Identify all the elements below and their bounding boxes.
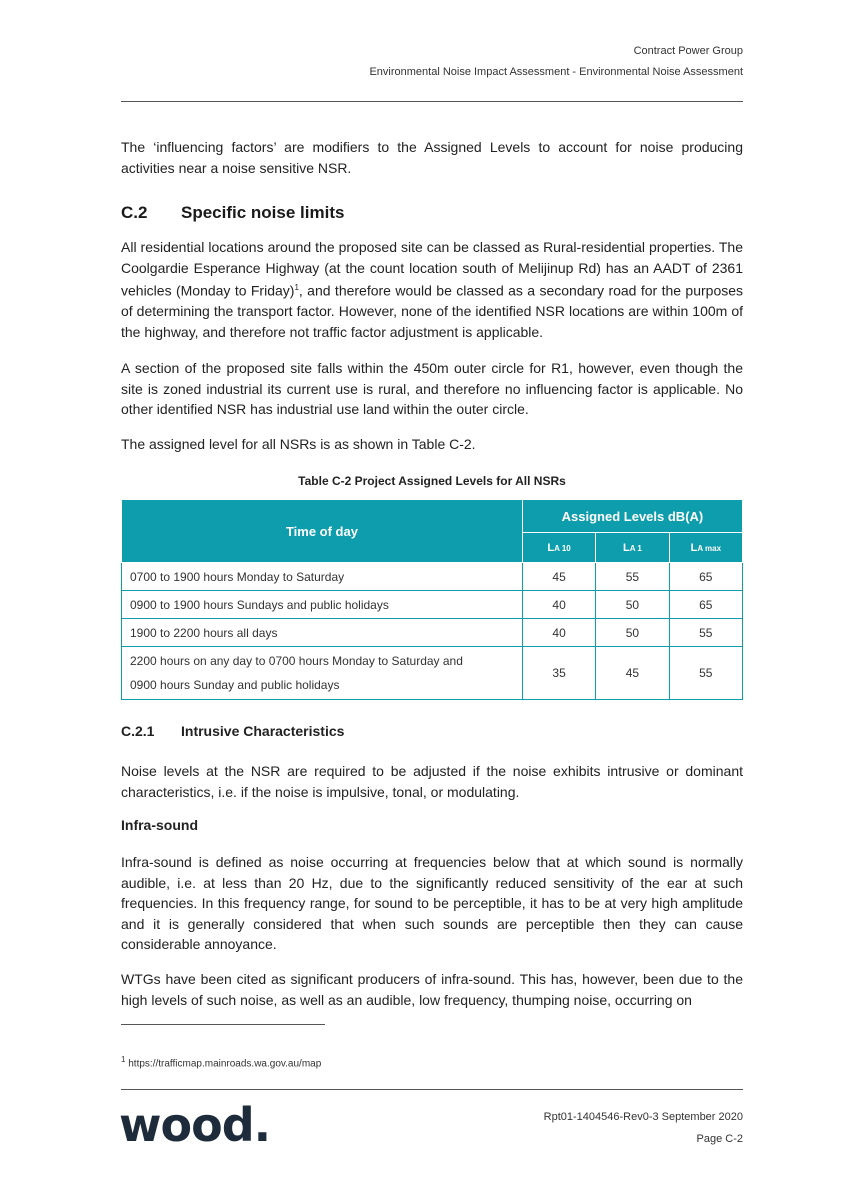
col-header-assigned-levels: Assigned Levels dB(A) bbox=[522, 500, 742, 533]
col-header-la1 bbox=[596, 533, 669, 563]
section-title: Specific noise limits bbox=[181, 203, 345, 222]
lamax-sub: A max bbox=[697, 543, 722, 553]
row-time: 0900 to 1900 hours Sundays and public holidays bbox=[122, 591, 523, 619]
section-heading bbox=[121, 203, 344, 223]
row-lamax: 65 bbox=[669, 563, 742, 591]
section-paragraph-3: The assigned level for all NSRs is as shown in Table C-2. bbox=[121, 436, 476, 452]
section-paragraph-1 bbox=[121, 237, 743, 342]
section-paragraph-1-text-a: All residential locations around the proposed site can be classed as Rural-residential properties. The Coolgardie Esperance Highway (at the count location south of Melijinup Rd) has an AADT of 2361 vehicles (Monday to Friday) bbox=[121, 239, 743, 299]
header-report-title: Environmental Noise Impact Assessment - Environmental Noise Assessment bbox=[369, 66, 743, 78]
subsection-title: Intrusive Characteristics bbox=[181, 723, 345, 739]
logo-dot: . bbox=[253, 1098, 271, 1152]
footnote-rule bbox=[121, 1024, 325, 1025]
row-lamax: 55 bbox=[669, 619, 742, 647]
la10-main: L bbox=[547, 541, 555, 554]
lamax-main: L bbox=[690, 541, 698, 554]
row-time-line-1: 2200 hours on any day to 0700 hours Monday to Saturday and bbox=[130, 654, 463, 668]
subsection-paragraph-3: WTGs have been cited as significant producers of infra-sound. This has, however, been due to the high levels of such noise, as well as an audible, low frequency, thumping noise, occurring on bbox=[121, 971, 743, 1008]
footer-rule bbox=[121, 1089, 743, 1090]
table-row bbox=[122, 647, 743, 700]
intro-paragraph: The ‘influencing factors’ are modifiers to the Assigned Levels to account for noise producing activities near a noise sensitive NSR. bbox=[121, 139, 743, 176]
subsection-heading bbox=[121, 723, 344, 739]
la10-sub: A 10 bbox=[554, 543, 571, 553]
table-row bbox=[122, 563, 743, 591]
row-la1: 50 bbox=[596, 591, 669, 619]
section-paragraph-1-text-b: , and therefore would be classed as a secondary road for the purposes of determining the transport factor. However, none of the identified NSR locations are within 100m of the highway, and therefore not traffic factor adjustment is applicable. bbox=[121, 282, 744, 340]
header-company: Contract Power Group bbox=[633, 45, 743, 57]
subsection-paragraph-2: Infra-sound is defined as noise occurring at frequencies below that at which sound is normally audible, i.e. at less than 20 Hz, due to the significantly reduced sensitivity of the ear at such frequencies. In this frequency range, for sound to be perceptible, it has to be at very high amplitude and it is generally considered that when such sounds are perceptible then they can cause considerable annoyance. bbox=[121, 854, 743, 952]
logo-text: wood bbox=[119, 1098, 254, 1152]
row-la1: 45 bbox=[596, 647, 669, 700]
infra-sound-heading: Infra-sound bbox=[121, 817, 198, 833]
subsection-number: C.2.1 bbox=[121, 723, 155, 739]
row-la10: 40 bbox=[522, 619, 595, 647]
row-time-line-2: 0900 hours Sunday and public holidays bbox=[130, 678, 340, 692]
col-header-la10 bbox=[522, 533, 595, 563]
table-row bbox=[122, 619, 743, 647]
table-caption: Table C-2 Project Assigned Levels for All NSRs bbox=[298, 474, 566, 488]
row-la10: 35 bbox=[522, 647, 595, 700]
section-paragraph-2: A section of the proposed site falls within the 450m outer circle for R1, however, even though the site is zoned industrial its current use is rural, and therefore no influencing factor is applicable. No other identified NSR has industrial use land within the outer circle. bbox=[121, 360, 743, 417]
footnote-marker: 1 bbox=[121, 1055, 126, 1064]
col-header-lamax bbox=[669, 533, 742, 563]
la1-sub: A 1 bbox=[629, 543, 642, 553]
row-time: 1900 to 2200 hours all days bbox=[122, 619, 523, 647]
assigned-levels-table bbox=[121, 499, 743, 700]
wood-logo bbox=[119, 1098, 270, 1152]
footnote-ref: 1 bbox=[294, 283, 299, 292]
row-la1: 55 bbox=[596, 563, 669, 591]
header-rule bbox=[121, 101, 743, 102]
row-la1: 50 bbox=[596, 619, 669, 647]
row-lamax: 55 bbox=[669, 647, 742, 700]
footer-report-ref: Rpt01-1404546-Rev0-3 September 2020 bbox=[543, 1111, 743, 1123]
table-row bbox=[122, 591, 743, 619]
footnote bbox=[121, 1055, 321, 1069]
subsection-paragraph-1: Noise levels at the NSR are required to be adjusted if the noise exhibits intrusive or dominant characteristics, i.e. if the noise is impulsive, tonal, or modulating. bbox=[121, 763, 743, 800]
row-time: 0700 to 1900 hours Monday to Saturday bbox=[122, 563, 523, 591]
footnote-link: https://trafficmap.mainroads.wa.gov.au/map bbox=[125, 1058, 322, 1070]
col-header-time: Time of day bbox=[122, 500, 523, 563]
row-lamax: 65 bbox=[669, 591, 742, 619]
section-number: C.2 bbox=[121, 203, 148, 222]
row-la10: 40 bbox=[522, 591, 595, 619]
footer-page-number: Page C-2 bbox=[696, 1133, 743, 1145]
row-time bbox=[122, 647, 523, 700]
la1-main: L bbox=[622, 541, 630, 554]
row-la10: 45 bbox=[522, 563, 595, 591]
